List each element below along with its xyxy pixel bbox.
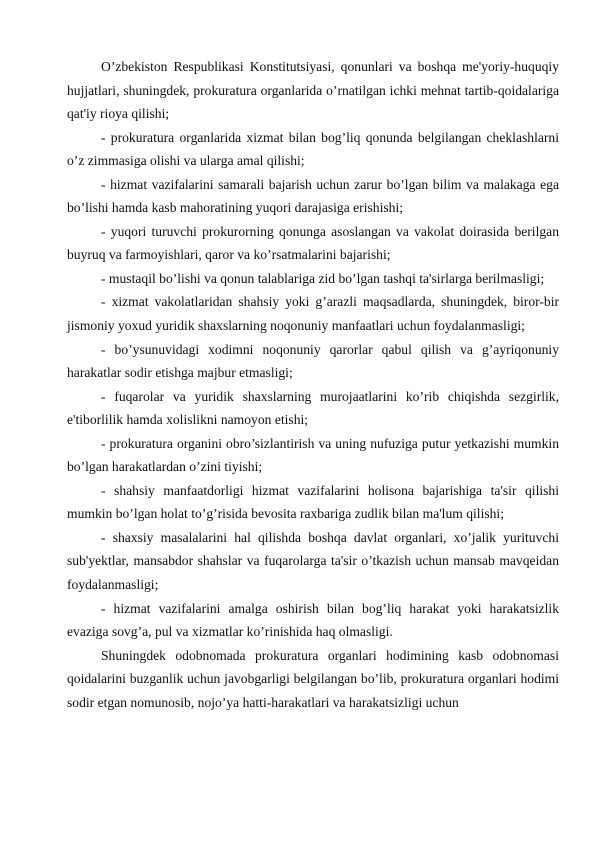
list-item-appeals: - fuqarolar va yuridik shaxslarning murojaatlarini ko’rib chiqishda sezgirlik, e'tiborlilik hamda xolislikni namoyon etishi; [67, 388, 559, 428]
list-item-subordinates: - bo’ysunuvidagi xodimni noqonuniy qarorlar qabul qilish va g’ayriqonuniy harakatlar sodir etishga majbur etmasligi; [67, 341, 559, 381]
list-item-restrictions: - prokuratura organlarida xizmat bilan bog’liq qonunda belgilangan cheklashlarni o’z zimmasiga olishi va ularga amal qilishi; [67, 129, 559, 169]
list-item-qualification: - hizmat vazifalarini samarali bajarish uchun zarur bo’lgan bilim va malakaga ega bo’lishi hamda kasb mahoratining yuqori darajasiga erishishi; [67, 176, 559, 216]
paragraph-intro: O’zbekiston Respublikasi Konstitutsiyasi, qonunlari va boshqa me'yoriy-huquqiy hujjatlari, shuningdek, prokuratura organlarida o’rnatilgan ichki mehnat tartib-qoidalariga qat'iy rioya qilishi; [67, 59, 559, 122]
list-item-conflict-of-interest: - shahsiy manfaatdorligi hizmat vazifalarini holisona bajarishiga ta'sir qilishi mumkin bo’lgan holat to’g’risida bevosita raxbariga zudlik bilan ma'lum qilishi; [67, 482, 559, 522]
list-item-orders: - yuqori turuvchi prokurorning qonunga asoslangan va vakolat doirasida berilgan buyruq va farmoyishlari, qaror va ko’rsatmalarini bajarishi; [67, 223, 559, 263]
document-page [67, 55, 559, 714]
list-item-independence: - mustaqil bo’lishi va qonun talablariga zid bo’lgan tashqi ta'sirlarga berilmasligi; [101, 270, 545, 286]
list-item-influence: - shaxsiy masalalarini hal qilishda boshqa davlat organlari, xo’jalik yurituvchi sub'yektlar, mansabdor shahslar va fuqarolarga ta'sir o’tkazish uchun mansab mavqeidan foydalanmasligi; [67, 529, 559, 593]
list-item-no-abuse: - xizmat vakolatlaridan shahsiy yoki g’arazli maqsadlarda, shuningdek, biror-bir jismoniy yoxud yuridik shaxslarning noqonuniy manfaatlari uchun foydalanmasligi; [67, 294, 559, 334]
list-item-reputation: - prokuratura organini obro’sizlantirish va uning nufuziga putur yetkazishi mumkin bo’lgan harakatlardan o’zini tiyishi; [67, 435, 559, 475]
list-item-gifts: - hizmat vazifalarini amalga oshirish bilan bog’liq harakat yoki harakatsizlik evaziga sovg’a, pul va xizmatlar ko’rinishida haq olmasligi. [67, 600, 559, 640]
paragraph-conclusion: Shuningdek odobnomada prokuratura organlari hodimining kasb odobnomasi qoidalarini buzganlik uchun javobgarligi belgilangan bo’lib, prokuratura organlari hodimi sodir etgan nomunosib, nojo’ya hatti-harakatlari va harakatsizligi uchun [67, 647, 559, 710]
